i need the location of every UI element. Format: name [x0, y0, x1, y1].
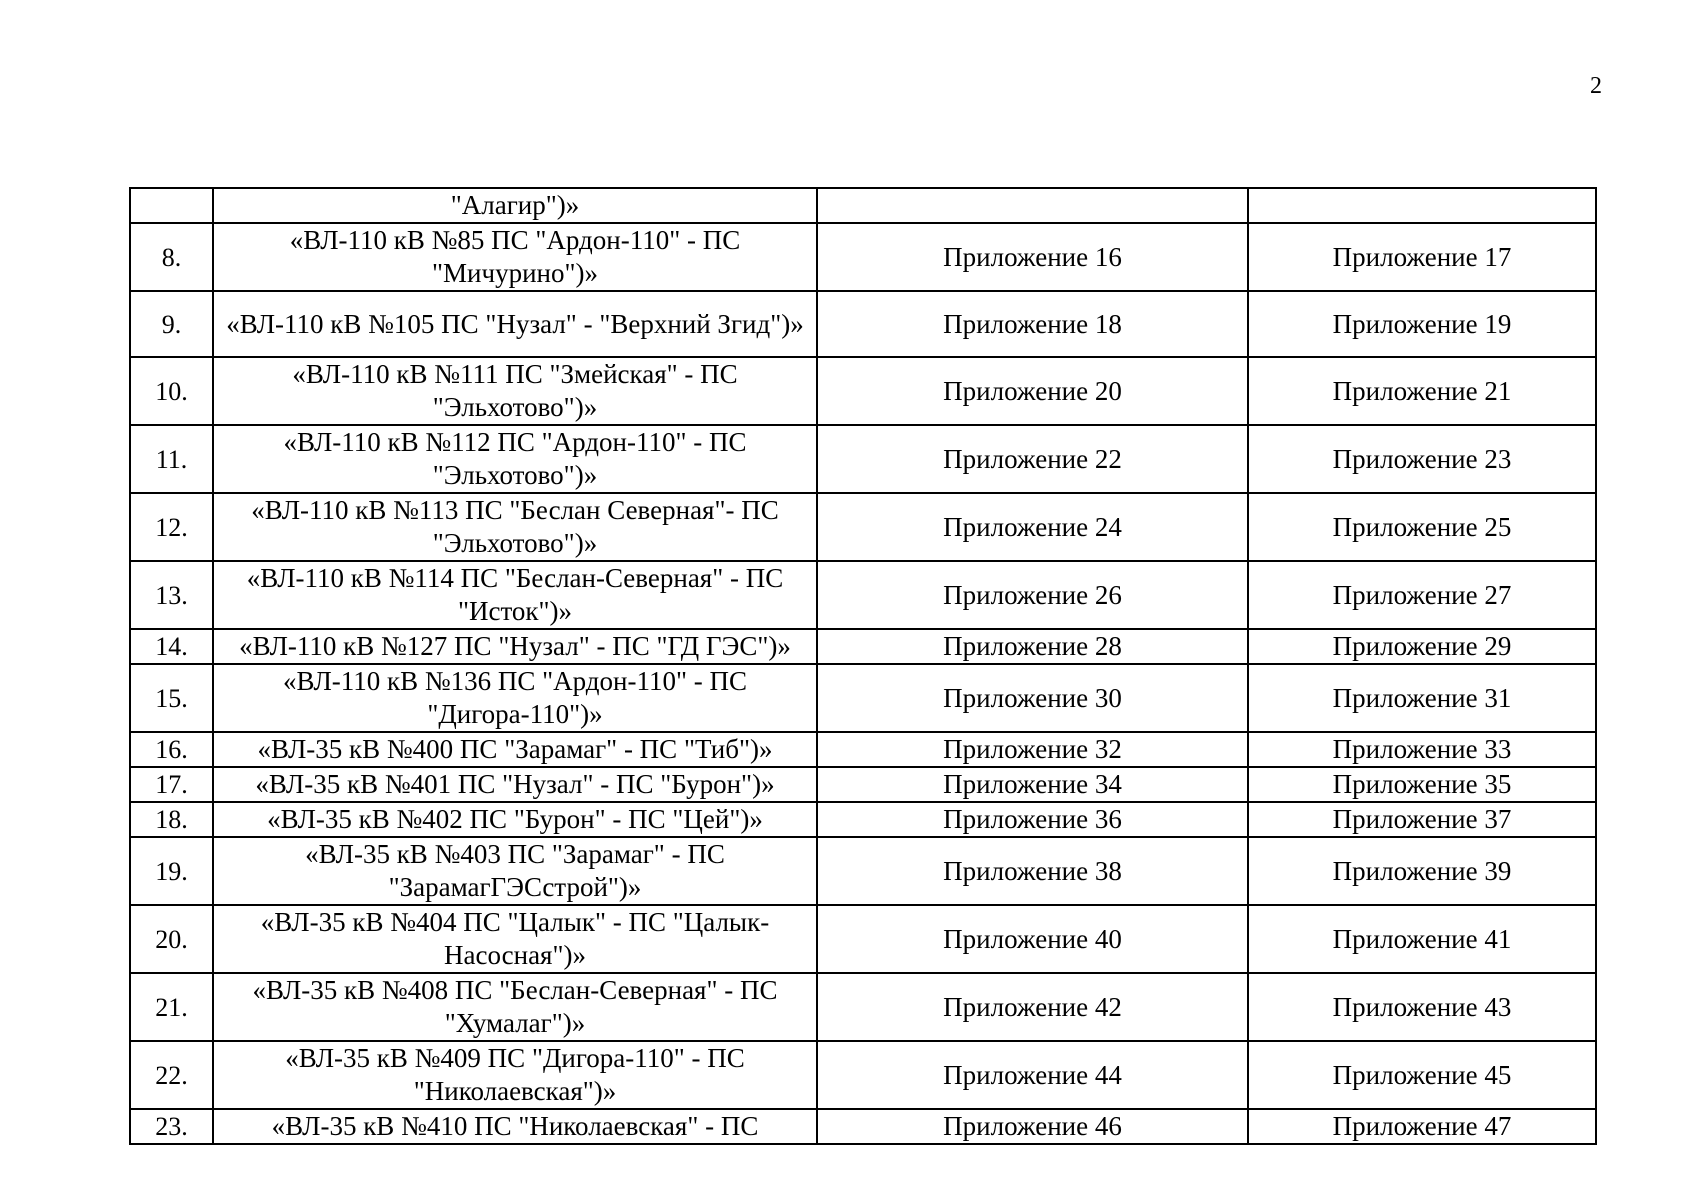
line-name-cell: "Алагир")» [213, 188, 817, 223]
appendix-a-cell: Приложение 36 [817, 802, 1248, 837]
appendix-a-cell: Приложение 42 [817, 973, 1248, 1041]
appendix-a-cell: Приложение 20 [817, 357, 1248, 425]
appendix-a-cell: Приложение 44 [817, 1041, 1248, 1109]
appendix-b-cell: Приложение 37 [1248, 802, 1596, 837]
row-number-cell: 21. [130, 973, 213, 1041]
appendix-b-cell: Приложение 33 [1248, 732, 1596, 767]
row-number-cell: 16. [130, 732, 213, 767]
appendix-b-cell: Приложение 23 [1248, 425, 1596, 493]
appendix-a-cell: Приложение 38 [817, 837, 1248, 905]
page-number: 2 [1590, 73, 1602, 99]
appendix-b-cell: Приложение 39 [1248, 837, 1596, 905]
appendix-b-cell: Приложение 25 [1248, 493, 1596, 561]
appendix-a-cell: Приложение 28 [817, 629, 1248, 664]
table-row [130, 223, 1596, 291]
line-name-cell: «ВЛ-110 кВ №111 ПС "Змейская" - ПС "Эльхотово")» [213, 357, 817, 425]
table-row [130, 1109, 1596, 1144]
line-name-cell: «ВЛ-110 кВ №112 ПС "Ардон-110" - ПС "Эльхотово")» [213, 425, 817, 493]
appendix-a-cell: Приложение 24 [817, 493, 1248, 561]
appendix-a-cell: Приложение 16 [817, 223, 1248, 291]
table-row [130, 802, 1596, 837]
table-row [130, 425, 1596, 493]
row-number-cell: 22. [130, 1041, 213, 1109]
table-row [130, 493, 1596, 561]
table-row [130, 629, 1596, 664]
appendix-a-cell: Приложение 30 [817, 664, 1248, 732]
appendix-b-cell [1248, 188, 1596, 223]
row-number-cell: 14. [130, 629, 213, 664]
appendix-b-cell: Приложение 29 [1248, 629, 1596, 664]
row-number-cell [130, 188, 213, 223]
table-row [130, 1041, 1596, 1109]
table-row [130, 188, 1596, 223]
table-body [130, 188, 1596, 1144]
line-name-cell: «ВЛ-110 кВ №85 ПС "Ардон-110" - ПС "Мичурино")» [213, 223, 817, 291]
appendix-b-cell: Приложение 27 [1248, 561, 1596, 629]
line-name-cell: «ВЛ-35 кВ №404 ПС "Цалык" - ПС "Цалык-Насосная")» [213, 905, 817, 973]
appendix-b-cell: Приложение 43 [1248, 973, 1596, 1041]
appendix-table [129, 187, 1597, 1145]
line-name-cell: «ВЛ-35 кВ №401 ПС "Нузал" - ПС "Бурон")» [213, 767, 817, 802]
appendix-a-cell [817, 188, 1248, 223]
line-name-cell: «ВЛ-35 кВ №410 ПС "Николаевская" - ПС [213, 1109, 817, 1144]
appendix-b-cell: Приложение 19 [1248, 291, 1596, 357]
table-row [130, 767, 1596, 802]
appendix-a-cell: Приложение 26 [817, 561, 1248, 629]
table-row [130, 905, 1596, 973]
appendix-b-cell: Приложение 47 [1248, 1109, 1596, 1144]
row-number-cell: 20. [130, 905, 213, 973]
row-number-cell: 19. [130, 837, 213, 905]
appendix-b-cell: Приложение 35 [1248, 767, 1596, 802]
row-number-cell: 8. [130, 223, 213, 291]
table-row [130, 357, 1596, 425]
row-number-cell: 23. [130, 1109, 213, 1144]
appendix-b-cell: Приложение 41 [1248, 905, 1596, 973]
line-name-cell: «ВЛ-35 кВ №409 ПС "Дигора-110" - ПС "Николаевская")» [213, 1041, 817, 1109]
table-row [130, 664, 1596, 732]
line-name-cell: «ВЛ-35 кВ №402 ПС "Бурон" - ПС "Цей")» [213, 802, 817, 837]
row-number-cell: 10. [130, 357, 213, 425]
line-name-cell: «ВЛ-110 кВ №113 ПС "Беслан Северная"- ПС "Эльхотово")» [213, 493, 817, 561]
line-name-cell: «ВЛ-110 кВ №105 ПС "Нузал" - "Верхний Згид")» [213, 291, 817, 357]
appendix-a-cell: Приложение 32 [817, 732, 1248, 767]
table-row [130, 291, 1596, 357]
line-name-cell: «ВЛ-35 кВ №400 ПС "Зарамаг" - ПС "Тиб")» [213, 732, 817, 767]
table-row [130, 837, 1596, 905]
appendix-b-cell: Приложение 31 [1248, 664, 1596, 732]
row-number-cell: 17. [130, 767, 213, 802]
row-number-cell: 13. [130, 561, 213, 629]
appendix-b-cell: Приложение 17 [1248, 223, 1596, 291]
row-number-cell: 12. [130, 493, 213, 561]
appendix-b-cell: Приложение 45 [1248, 1041, 1596, 1109]
row-number-cell: 15. [130, 664, 213, 732]
line-name-cell: «ВЛ-35 кВ №408 ПС "Беслан-Северная" - ПС "Хумалаг")» [213, 973, 817, 1041]
row-number-cell: 18. [130, 802, 213, 837]
appendix-a-cell: Приложение 34 [817, 767, 1248, 802]
line-name-cell: «ВЛ-110 кВ №136 ПС "Ардон-110" - ПС "Дигора-110")» [213, 664, 817, 732]
row-number-cell: 9. [130, 291, 213, 357]
line-name-cell: «ВЛ-35 кВ №403 ПС "Зарамаг" - ПС "ЗарамагГЭСстрой")» [213, 837, 817, 905]
appendix-a-cell: Приложение 18 [817, 291, 1248, 357]
table-row [130, 973, 1596, 1041]
line-name-cell: «ВЛ-110 кВ №127 ПС "Нузал" - ПС "ГД ГЭС")» [213, 629, 817, 664]
appendix-a-cell: Приложение 22 [817, 425, 1248, 493]
line-name-cell: «ВЛ-110 кВ №114 ПС "Беслан-Северная" - ПС "Исток")» [213, 561, 817, 629]
row-number-cell: 11. [130, 425, 213, 493]
appendix-b-cell: Приложение 21 [1248, 357, 1596, 425]
appendix-a-cell: Приложение 46 [817, 1109, 1248, 1144]
table-row [130, 561, 1596, 629]
table-row [130, 732, 1596, 767]
appendix-a-cell: Приложение 40 [817, 905, 1248, 973]
